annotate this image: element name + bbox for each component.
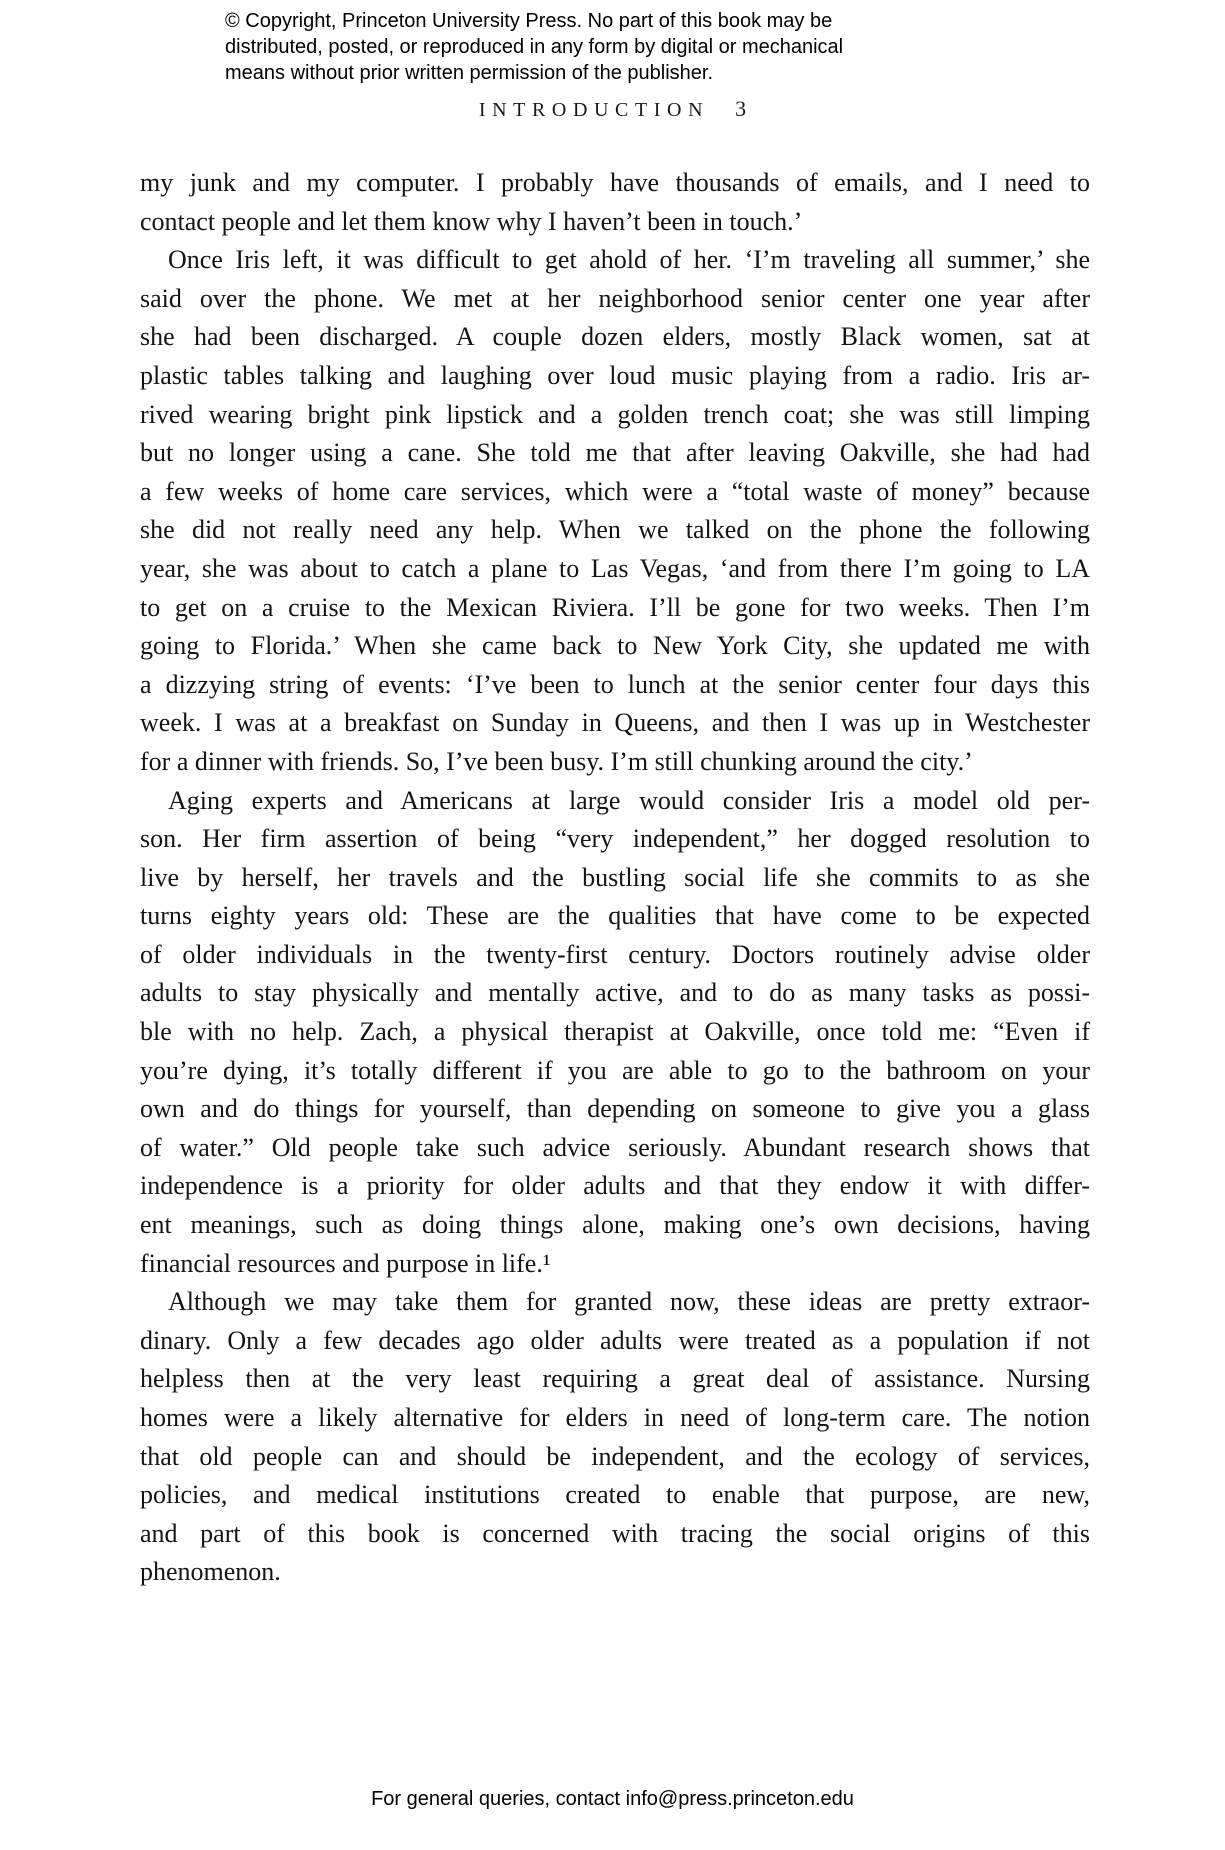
text-line: Aging experts and Americans at large would consider Iris a model old per- <box>168 785 1090 815</box>
body-text <box>140 164 1090 1592</box>
running-header <box>0 96 1225 122</box>
text-line: live by herself, her travels and the bustling social life she commits to as she <box>140 862 1090 892</box>
text-line: a few weeks of home care services, which were a “total waste of money” because <box>140 476 1090 506</box>
text-line: that old people can and should be independent, and the ecology of services, <box>140 1441 1090 1471</box>
text-line: Although we may take them for granted now, these ideas are pretty extraor- <box>168 1287 1090 1317</box>
paragraph <box>140 241 1090 781</box>
text-line: week. I was at a breakfast on Sunday in Queens, and then I was up in Westchester <box>140 708 1090 738</box>
page-footer: For general queries, contact info@press.princeton.edu <box>371 1788 854 1810</box>
text-line: plastic tables talking and laughing over loud music playing from a radio. Iris ar- <box>140 360 1090 390</box>
text-line: going to Florida.’ When she came back to New York City, she updated me with <box>140 631 1090 661</box>
copyright-line: distributed, posted, or reproduced in any form by digital or mechanical <box>225 36 844 58</box>
text-line: year, she was about to catch a plane to Las Vegas, ‘and from there I’m going to LA <box>140 553 1090 583</box>
copyright-line: means without prior written permission of the publisher. <box>225 62 714 84</box>
paragraph <box>140 1283 1090 1592</box>
text-line: rived wearing bright pink lipstick and a golden trench coat; she was still limping <box>140 399 1090 429</box>
copyright-notice <box>225 8 945 86</box>
paragraph <box>140 164 1090 241</box>
text-line: you’re dying, it’s totally different if you are able to go to the bathroom on your <box>140 1055 1090 1085</box>
text-line: a dizzying string of events: ‘I’ve been to lunch at the senior center four days this <box>140 669 1090 699</box>
text-line: turns eighty years old: These are the qualities that have come to be expected <box>140 901 1090 931</box>
copyright-line: © Copyright, Princeton University Press. No part of this book may be <box>225 10 833 32</box>
paragraph <box>140 782 1090 1284</box>
text-line: said over the phone. We met at her neighborhood senior center one year after <box>140 283 1090 313</box>
text-line: homes were a likely alternative for elders in need of long-term care. The notion <box>140 1403 1090 1432</box>
text-line: dinary. Only a few decades ago older adults were treated as a population if not <box>140 1325 1090 1355</box>
text-line: financial resources and purpose in life.¹ <box>140 1248 551 1278</box>
text-line: independence is a priority for older adults and that they endow it with differ- <box>140 1171 1090 1201</box>
text-line: of water.” Old people take such advice seriously. Abundant research shows that <box>140 1132 1090 1162</box>
text-line: helpless then at the very least requiring a great deal of assistance. Nursing <box>140 1364 1090 1394</box>
text-line: own and do things for yourself, than depending on someone to give you a glass <box>140 1094 1090 1124</box>
text-line: my junk and my computer. I probably have thousands of emails, and I need to <box>140 168 1090 197</box>
text-line: she had been discharged. A couple dozen elders, mostly Black women, sat at <box>140 322 1090 352</box>
text-line: to get on a cruise to the Mexican Riviera. I’ll be gone for two weeks. Then I’m <box>140 592 1090 622</box>
text-line: ent meanings, such as doing things alone, making one’s own decisions, having <box>140 1210 1090 1240</box>
chapter-title: INTRODUCTION <box>478 99 710 121</box>
text-line: son. Her firm assertion of being “very independent,” her dogged resolution to <box>140 824 1090 854</box>
text-line: Once Iris left, it was difficult to get ahold of her. ‘I’m traveling all summer,’ she <box>168 245 1090 275</box>
text-line: for a dinner with friends. So, I’ve been busy. I’m still chunking around the city.’ <box>140 746 973 776</box>
text-line: of older individuals in the twenty-first century. Doctors routinely advise older <box>140 939 1090 969</box>
text-line: but no longer using a cane. She told me that after leaving Oakville, she had had <box>140 438 1090 468</box>
text-line: contact people and let them know why I haven’t been in touch.’ <box>140 206 803 236</box>
text-line: adults to stay physically and mentally active, and to do as many tasks as possi- <box>140 978 1090 1008</box>
text-line: she did not really need any help. When we talked on the phone the following <box>140 515 1090 545</box>
text-line: ble with no help. Zach, a physical therapist at Oakville, once told me: “Even if <box>140 1017 1090 1047</box>
page-number: 3 <box>735 96 747 121</box>
text-line: policies, and medical institutions created to enable that purpose, are new, <box>140 1480 1090 1510</box>
text-line: phenomenon. <box>140 1557 281 1587</box>
text-line: and part of this book is concerned with tracing the social origins of this <box>140 1518 1090 1548</box>
